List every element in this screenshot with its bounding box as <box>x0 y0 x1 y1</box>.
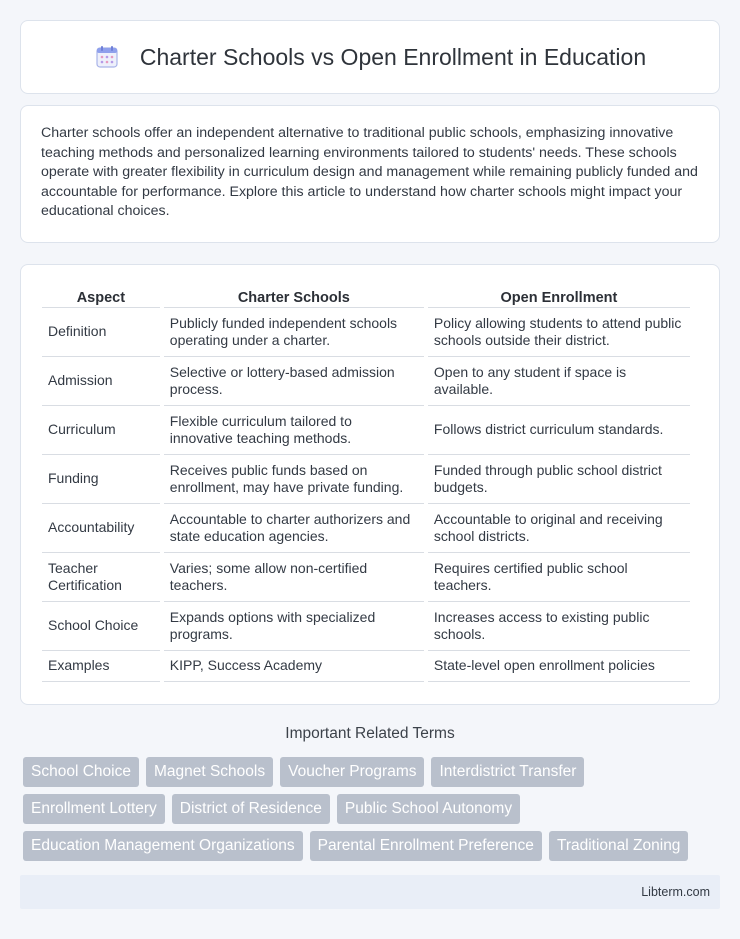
open-enrollment-cell: Accountable to original and receiving school districts. <box>428 504 690 553</box>
related-terms-heading: Important Related Terms <box>285 725 455 742</box>
table-row <box>42 553 690 602</box>
open-enrollment-cell: Policy allowing students to attend public schools outside their district. <box>428 308 690 357</box>
table-row <box>42 602 690 651</box>
aspect-cell: Examples <box>42 651 160 682</box>
intro-paragraph: Charter schools offer an independent alternative to traditional public schools, emphasizing innovative teaching methods and personalized learning environments tailored to students' needs. These schools operate with greater flexibility in curriculum design and management while remaining publicly funded and accountable for performance. Explore this article to understand how charter schools might impact your educational choices. <box>41 125 698 220</box>
charter-cell: Expands options with specialized programs. <box>164 602 424 651</box>
footer <box>20 875 720 909</box>
charter-cell: Accountable to charter authorizers and state education agencies. <box>164 504 424 553</box>
charter-cell: Receives public funds based on enrollment, may have private funding. <box>164 455 424 504</box>
tag-enrollment-lottery[interactable]: Enrollment Lottery <box>23 794 165 824</box>
charter-cell: KIPP, Success Academy <box>164 651 424 682</box>
column-header-open-enrollment: Open Enrollment <box>428 285 690 308</box>
table-row <box>42 504 690 553</box>
tag-row <box>23 794 723 824</box>
title-card <box>20 20 720 94</box>
tag-traditional-zoning[interactable]: Traditional Zoning <box>549 831 689 861</box>
tag-parental-enrollment-preference[interactable]: Parental Enrollment Preference <box>310 831 542 861</box>
tag-voucher-programs[interactable]: Voucher Programs <box>280 757 424 787</box>
charter-cell: Publicly funded independent schools operating under a charter. <box>164 308 424 357</box>
related-terms-tags <box>23 757 723 868</box>
intro-card <box>20 105 720 243</box>
table-row <box>42 651 690 682</box>
tag-school-choice[interactable]: School Choice <box>23 757 139 787</box>
tag-interdistrict-transfer[interactable]: Interdistrict Transfer <box>431 757 584 787</box>
footer-site-link[interactable]: Libterm.com <box>641 885 710 899</box>
table-header-row <box>42 285 690 308</box>
tag-public-school-autonomy[interactable]: Public School Autonomy <box>337 794 520 824</box>
charter-cell: Flexible curriculum tailored to innovative teaching methods. <box>164 406 424 455</box>
tag-row <box>23 831 723 861</box>
tag-row <box>23 757 723 787</box>
aspect-cell: Accountability <box>42 504 160 553</box>
tag-education-management-organizations[interactable]: Education Management Organizations <box>23 831 303 861</box>
open-enrollment-cell: Open to any student if space is available. <box>428 357 690 406</box>
table-row <box>42 406 690 455</box>
table-row <box>42 455 690 504</box>
open-enrollment-cell: State-level open enrollment policies <box>428 651 690 682</box>
page-title: Charter Schools vs Open Enrollment in Education <box>139 43 647 70</box>
charter-cell: Selective or lottery-based admission process. <box>164 357 424 406</box>
open-enrollment-cell: Follows district curriculum standards. <box>428 406 690 455</box>
aspect-cell: Funding <box>42 455 160 504</box>
open-enrollment-cell: Funded through public school district budgets. <box>428 455 690 504</box>
calendar-icon <box>94 44 120 70</box>
open-enrollment-cell: Increases access to existing public schools. <box>428 602 690 651</box>
comparison-table <box>38 285 694 682</box>
tag-magnet-schools[interactable]: Magnet Schools <box>146 757 273 787</box>
aspect-cell: Admission <box>42 357 160 406</box>
aspect-cell: Teacher Certification <box>42 553 160 602</box>
table-row <box>42 308 690 357</box>
comparison-table-card <box>20 264 720 705</box>
charter-cell: Varies; some allow non-certified teachers. <box>164 553 424 602</box>
tag-district-of-residence[interactable]: District of Residence <box>172 794 330 824</box>
table-row <box>42 357 690 406</box>
column-header-charter-schools: Charter Schools <box>164 285 424 308</box>
aspect-cell: Curriculum <box>42 406 160 455</box>
aspect-cell: School Choice <box>42 602 160 651</box>
open-enrollment-cell: Requires certified public school teachers. <box>428 553 690 602</box>
aspect-cell: Definition <box>42 308 160 357</box>
column-header-aspect: Aspect <box>42 285 160 308</box>
